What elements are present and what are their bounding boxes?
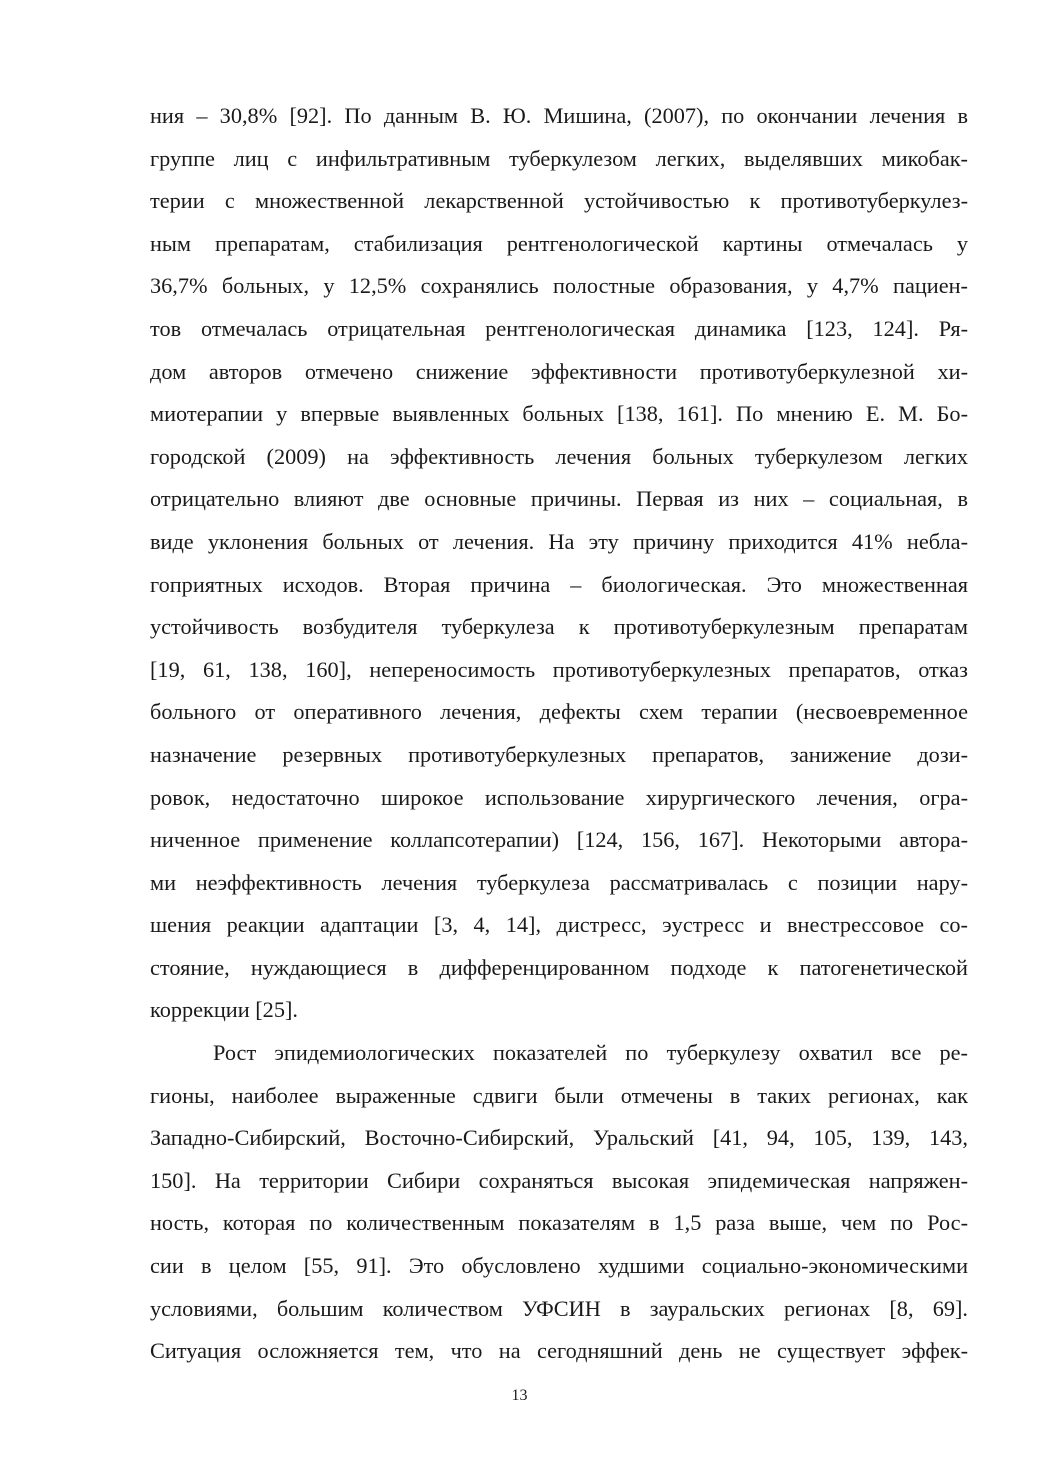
page-number: 13 [511,1387,528,1404]
text-line: устойчивость возбудителя туберкулеза к противотуберкулезным препаратам [150,614,968,640]
text-line: гоприятных исходов. Вторая причина – биологическая. Это множественная [150,571,968,597]
text-line: условиями, большим количеством УФСИН в зауральских регионах [8, 69]. [150,1295,968,1321]
text-line: 150]. На территории Сибири сохраняться высокая эпидемическая напряжен- [150,1167,968,1193]
paragraph-end-line: коррекции [25]. [150,997,298,1023]
text-line: ми неэффективность лечения туберкулеза рассматривалась с позиции нару- [150,869,968,895]
text-line: отрицательно влияют две основные причины. Первая из них – социальная, в [150,486,968,512]
text-line: Ситуация осложняется тем, что на сегодняшний день не существует эффек- [150,1338,968,1364]
text-line: дом авторов отмечено снижение эффективности противотуберкулезной хи- [150,358,968,384]
text-line: ность, которая по количественным показателям в 1,5 раза выше, чем по Рос- [150,1210,968,1236]
text-line: ния – 30,8% [92]. По данным В. Ю. Мишина, (2007), по окончании лечения в [150,103,968,128]
text-line: назначение резервных противотуберкулезных препаратов, занижение дози- [150,741,968,767]
text-line: [19, 61, 138, 160], непереносимость противотуберкулезных препаратов, отказ [150,656,968,682]
text-line: шения реакции адаптации [3, 4, 14], дистресс, эустресс и внестрессовое со- [150,912,968,938]
text-line: ным препаратам, стабилизация рентгенологической картины отмечалась у [150,230,968,256]
text-line: терии с множественной лекарственной устойчивостью к противотуберкулез- [150,188,968,214]
text-line: группе лиц с инфильтративным туберкулезом легких, выделявших микобак- [150,145,968,171]
text-line: миотерапии у впервые выявленных больных [138, 161]. По мнению Е. М. Бо- [150,401,968,427]
text-line: гионы, наиболее выраженные сдвиги были отмечены в таких регионах, как [150,1082,968,1108]
text-line: стояние, нуждающиеся в дифференцированном подходе к патогенетической [150,954,968,980]
paragraph-first-line: Рост эпидемиологических показателей по туберкулезу охватил все ре- [213,1040,968,1066]
text-line: больного от оперативного лечения, дефекты схем терапии (несвоевременное [150,699,968,725]
text-line: городской (2009) на эффективность лечения больных туберкулезом легких [150,443,968,469]
text-line: ниченное применение коллапсотерапии) [124, 156, 167]. Некоторыми автора- [150,827,968,853]
text-line: ровок, недостаточно широкое использование хирургического лечения, огра- [150,784,968,810]
text-line: Западно-Сибирский, Восточно-Сибирский, Уральский [41, 94, 105, 139, 143, [150,1125,968,1151]
text-line: тов отмечалась отрицательная рентгенологическая динамика [123, 124]. Ря- [150,315,968,341]
body-text [150,95,968,1373]
text-line: 36,7% больных, у 12,5% сохранялись полостные образования, у 4,7% пациен- [150,273,968,299]
text-line: сии в целом [55, 91]. Это обусловлено худшими социально-экономическими [150,1253,968,1279]
text-line: виде уклонения больных от лечения. На эту причину приходится 41% небла- [150,528,968,554]
